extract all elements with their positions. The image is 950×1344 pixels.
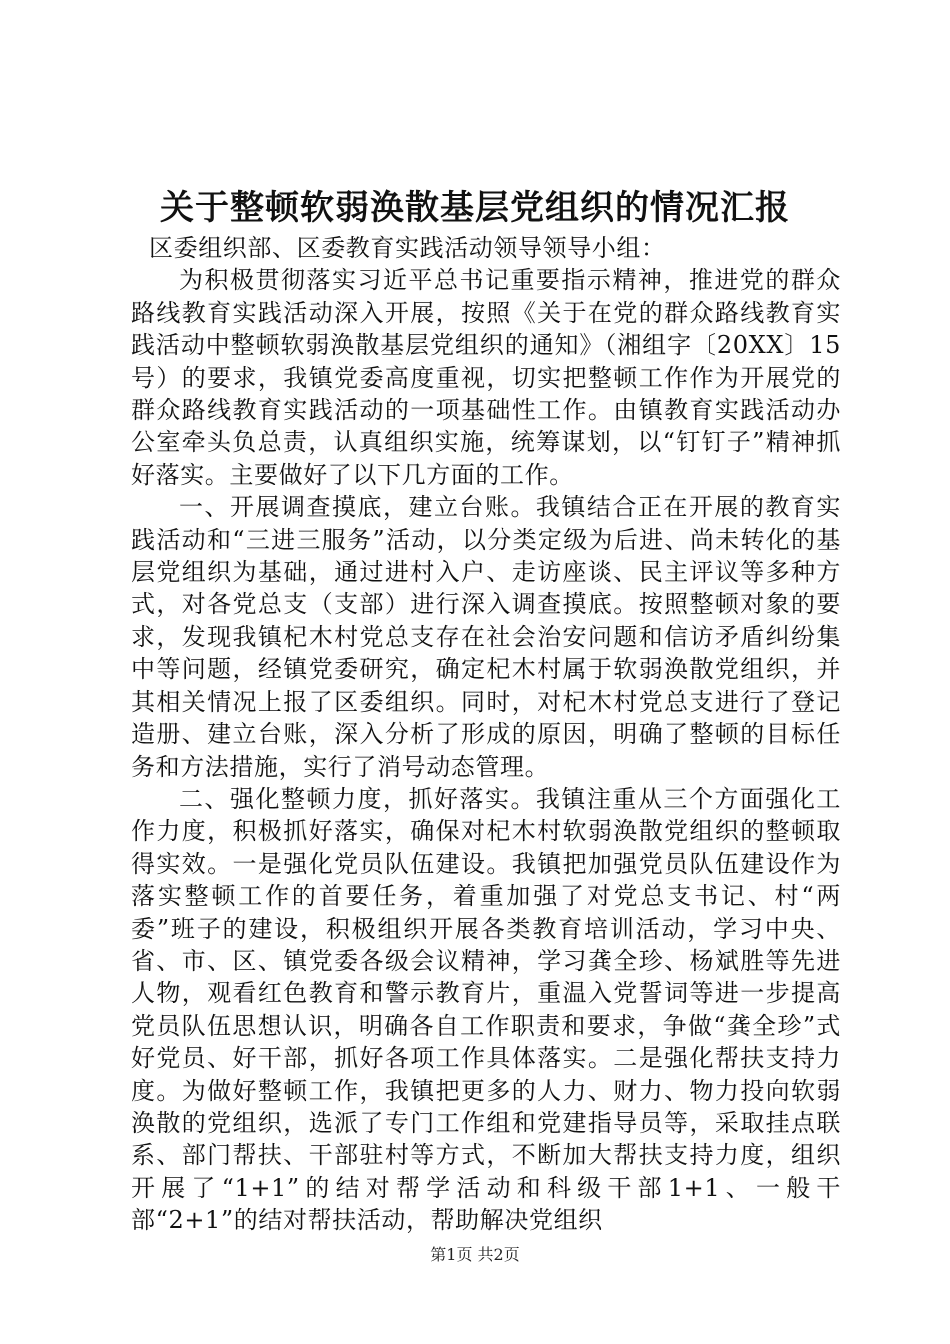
paragraph-section-1: 一、开展调查摸底，建立台账。我镇结合正在开展的教育实践活动和“三进三服务”活动，以分类定级为后进、尚未转化的基层党组织为基础，通过进村入户、走访座谈、民主评议等多种方式，对各党总支（支部）进行深入调查摸底。按照整顿对象的要求，发现我镇杞木村党总支存在社会治安问题和信访矛盾纠纷集中等问题，经镇党委研究，确定杞木村属于软弱涣散党组织，并其相关情况上报了区委组织。同时，对杞木村党总支进行了登记造册、建立台账，深入分析了形成的原因，明确了整顿的目标任务和方法措施，实行了消号动态管理。 [131,493,841,781]
document-body [131,232,841,1237]
document-title: 关于整顿软弱涣散基层党组织的情况汇报 [160,188,790,228]
paragraph-intro: 为积极贯彻落实习近平总书记重要指示精神，推进党的群众路线教育实践活动深入开展，按照《关于在党的群众路线教育实践活动中整顿软弱涣散基层党组织的通知》（湘组字〔20XX〕15号）的要求，我镇党委高度重视，切实把整顿工作作为开展党的群众路线教育实践活动的一项基础性工作。由镇教育实践活动办公室牵头负总责，认真组织实施，统筹谋划，以“钉钉子”精神抓好落实。主要做好了以下几方面的工作。 [131,266,841,489]
salutation: 区委组织部、区委教育实践活动领导领导小组： [149,234,666,262]
paragraph-section-2: 二、强化整顿力度，抓好落实。我镇注重从三个方面强化工作力度，积极抓好落实，确保对杞木村软弱涣散党组织的整顿取得实效。一是强化党员队伍建设。我镇把加强党员队伍建设作为落实整顿工作的首要任务，着重加强了对党总支书记、村“两委”班子的建设，积极组织开展各类教育培训活动，学习中央、省、市、区、镇党委各级会议精神，学习龚全珍、杨斌胜等先进人物，观看红色教育和警示教育片，重温入党誓词等进一步提高党员队伍思想认识，明确各自工作职责和要求，争做“龚全珍”式好党员、好干部，抓好各项工作具体落实。二是强化帮扶支持力度。为做好整顿工作，我镇把更多的人力、财力、物力投向软弱涣散的党组织，选派了专门工作组和党建指导员等，采取挂点联系、部门帮扶、干部驻村等方式，不断加大帮扶支持力度，组织开展了“1+1”的结对帮学活动和科级干部1+1、一般干部“2+1”的结对帮扶活动，帮助解决党组织 [131,784,841,1235]
page-number: 第1页 共2页 [430,1245,520,1264]
